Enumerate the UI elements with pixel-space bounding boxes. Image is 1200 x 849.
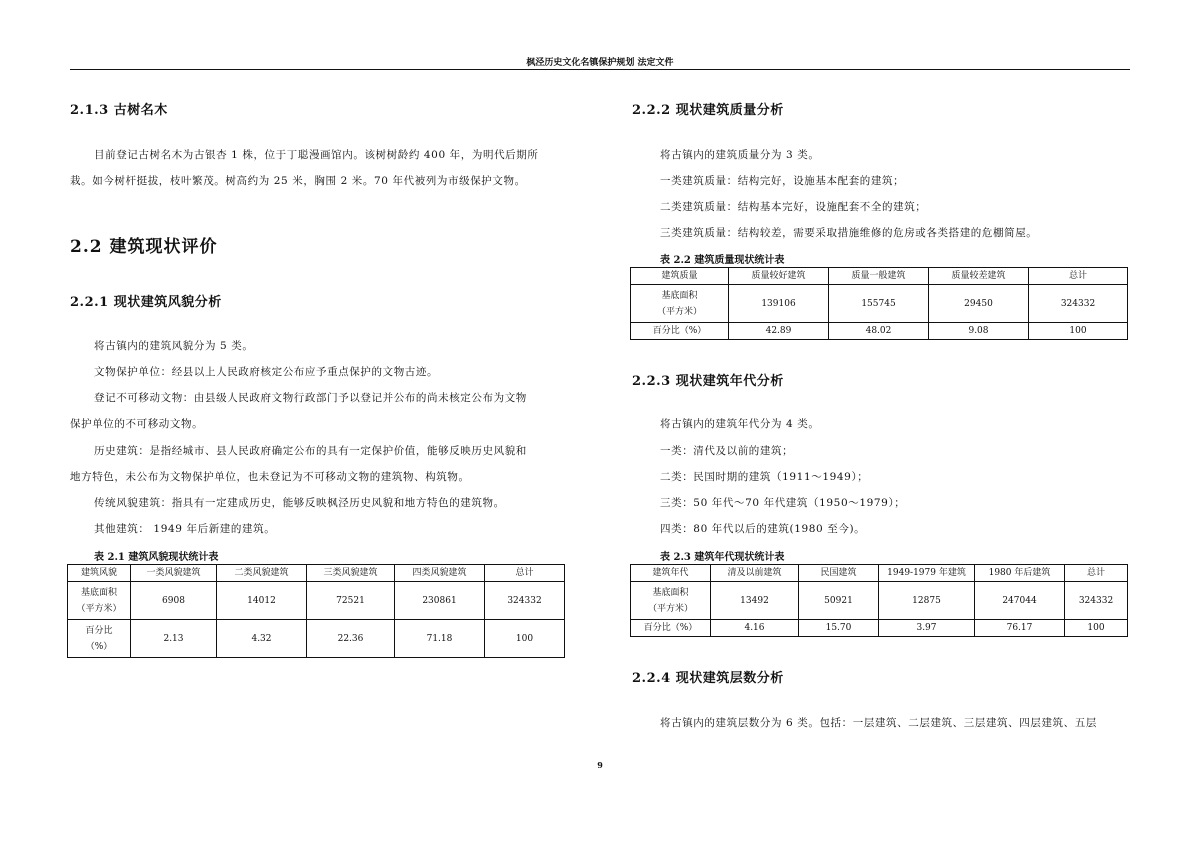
table-cell: 100 — [1065, 620, 1128, 637]
table-cell: 4.16 — [711, 620, 799, 637]
table-cell: 100 — [1029, 323, 1128, 340]
section-2-2-4-heading — [632, 667, 784, 686]
table-row — [631, 565, 1128, 582]
table-cell: 1949-1979 年建筑 — [879, 565, 975, 582]
table-cell: 总计 — [1029, 268, 1128, 285]
table-cell: 3.97 — [879, 620, 975, 637]
table-cell: 清及以前建筑 — [711, 565, 799, 582]
section-2-2-3-heading — [632, 370, 784, 389]
table-cell: 48.02 — [829, 323, 929, 340]
table-cell: 155745 — [829, 285, 929, 323]
table-cell: 质量较差建筑 — [929, 268, 1029, 285]
table-cell: 4.32 — [217, 620, 307, 658]
paragraph-line: 栽。如今树杆挺拔，枝叶繁茂。树高约为 25 米，胸围 2 米。70 年代被列为市级保护文物。 — [70, 175, 526, 187]
table-cell: 民国建筑 — [799, 565, 879, 582]
paragraph-line: 二类建筑质量：结构基本完好，设施配套不全的建筑； — [660, 201, 927, 213]
paragraph-line: 地方特色，未公布为文物保护单位，也未登记为不可移动文物的建筑物、构筑物。 — [70, 471, 470, 483]
table-cell: 29450 — [929, 285, 1029, 323]
table-cell: 建筑风貌 — [68, 565, 131, 582]
table-cell: 324332 — [485, 582, 565, 620]
table-cell: 三类风貌建筑 — [307, 565, 395, 582]
table-cell: 6908 — [131, 582, 217, 620]
running-header: 枫泾历史文化名镇保护规划 法定文件 — [526, 58, 674, 68]
row-label-unit: （平方米） — [656, 306, 702, 317]
section-2-1-3-heading — [70, 99, 168, 118]
section-title: 2.2 建筑现状评价 — [70, 237, 218, 257]
table-row — [631, 582, 1128, 620]
paragraph-line: 目前登记古树名木为古银杏 1 株，位于丁聪漫画馆内。该树树龄约 400 年，为明代后期所 — [94, 149, 539, 161]
paragraph-line: 三类：50 年代～70 年代建筑（1950～1979）； — [660, 497, 906, 509]
table-row — [631, 285, 1128, 323]
table-2-1 — [67, 564, 565, 658]
paragraph-line: 文物保护单位：经县以上人民政府核定公布应予重点保护的文物古迹。 — [94, 366, 439, 378]
table-cell: 247044 — [975, 582, 1065, 620]
paragraph-line: 将古镇内的建筑质量分为 3 类。 — [660, 149, 820, 161]
table-cell: 质量较好建筑 — [729, 268, 829, 285]
row-label-unit: （平方米） — [647, 603, 693, 614]
row-label: 基底面积 — [661, 290, 698, 301]
paragraph-line: 二类：民国时期的建筑（1911～1949）； — [660, 471, 869, 483]
table-caption: 表 2.1 建筑风貌现状统计表 — [94, 552, 219, 563]
table-cell — [631, 582, 711, 620]
table-cell: 百分比（%） — [631, 620, 711, 637]
table-cell: 建筑年代 — [631, 565, 711, 582]
row-label: 基底面积 — [652, 587, 689, 598]
table-cell: 324332 — [1065, 582, 1128, 620]
section-2-2-heading — [70, 232, 218, 257]
table-cell: 13492 — [711, 582, 799, 620]
header-rule — [70, 69, 1130, 70]
table-cell: 22.36 — [307, 620, 395, 658]
paragraph-line: 历史建筑：是指经城市、县人民政府确定公布的具有一定保护价值，能够反映历史风貌和 — [94, 445, 527, 457]
paragraph-line: 传统风貌建筑：指具有一定建成历史，能够反映枫泾历史风貌和地方特色的建筑物。 — [94, 497, 505, 509]
table-row — [68, 620, 565, 658]
section-title: 2.2.1 现状建筑风貌分析 — [70, 295, 222, 310]
paragraph-line: 其他建筑： 1949 年后新建的建筑。 — [94, 523, 276, 535]
paragraph-line: 四类：80 年代以后的建筑(1980 至今)。 — [660, 523, 866, 535]
table-row — [68, 565, 565, 582]
table-cell: 42.89 — [729, 323, 829, 340]
table-cell: 总计 — [1065, 565, 1128, 582]
paragraph-line: 登记不可移动文物：由县级人民政府文物行政部门予以登记并公布的尚未核定公布为文物 — [94, 392, 527, 404]
paragraph-line: 一类：清代及以前的建筑； — [660, 445, 794, 457]
page-number: 9 — [597, 760, 603, 770]
table-row — [631, 323, 1128, 340]
row-label-unit: （%） — [85, 641, 113, 652]
section-title: 2.1.3 古树名木 — [70, 103, 168, 118]
table-cell: 12875 — [879, 582, 975, 620]
table-cell — [68, 620, 131, 658]
table-cell: 二类风貌建筑 — [217, 565, 307, 582]
paragraph-line: 一类建筑质量：结构完好，设施基本配套的建筑； — [660, 175, 905, 187]
table-2-3 — [630, 564, 1128, 637]
section-title: 2.2.4 现状建筑层数分析 — [632, 671, 784, 686]
paragraph-line: 三类建筑质量：结构较差，需要采取措施维修的危房或各类搭建的危棚简屋。 — [660, 227, 1038, 239]
table-cell: 76.17 — [975, 620, 1065, 637]
row-label-unit: （平方米） — [76, 603, 122, 614]
section-title: 2.2.2 现状建筑质量分析 — [632, 103, 784, 118]
table-cell: 建筑质量 — [631, 268, 729, 285]
table-row — [631, 268, 1128, 285]
table-cell: 质量一般建筑 — [829, 268, 929, 285]
table-cell: 230861 — [395, 582, 485, 620]
row-label: 百分比 — [85, 625, 113, 636]
table-cell: 72521 — [307, 582, 395, 620]
table-cell: 1980 年后建筑 — [975, 565, 1065, 582]
table-caption: 表 2.3 建筑年代现状统计表 — [660, 552, 785, 563]
table-caption: 表 2.2 建筑质量现状统计表 — [660, 255, 785, 266]
section-2-2-2-heading — [632, 99, 784, 118]
table-cell: 139106 — [729, 285, 829, 323]
table-cell: 50921 — [799, 582, 879, 620]
table-cell: 71.18 — [395, 620, 485, 658]
table-cell: 四类风貌建筑 — [395, 565, 485, 582]
table-row — [68, 582, 565, 620]
table-cell: 100 — [485, 620, 565, 658]
table-2-2 — [630, 267, 1128, 340]
section-2-2-1-heading — [70, 291, 222, 310]
paragraph-line: 将古镇内的建筑层数分为 6 类。包括：一层建筑、二层建筑、三层建筑、四层建筑、五层 — [660, 717, 1097, 729]
paragraph-line: 将古镇内的建筑风貌分为 5 类。 — [94, 340, 254, 352]
table-cell: 总计 — [485, 565, 565, 582]
table-cell: 2.13 — [131, 620, 217, 658]
table-row — [631, 620, 1128, 637]
section-title: 2.2.3 现状建筑年代分析 — [632, 374, 784, 389]
row-label: 基底面积 — [80, 587, 117, 598]
table-cell — [631, 285, 729, 323]
table-cell: 一类风貌建筑 — [131, 565, 217, 582]
table-cell — [68, 582, 131, 620]
paragraph-line: 将古镇内的建筑年代分为 4 类。 — [660, 418, 820, 430]
table-cell: 324332 — [1029, 285, 1128, 323]
table-cell: 15.70 — [799, 620, 879, 637]
table-cell: 9.08 — [929, 323, 1029, 340]
table-cell: 14012 — [217, 582, 307, 620]
paragraph-line: 保护单位的不可移动文物。 — [70, 418, 204, 430]
table-cell: 百分比（%） — [631, 323, 729, 340]
